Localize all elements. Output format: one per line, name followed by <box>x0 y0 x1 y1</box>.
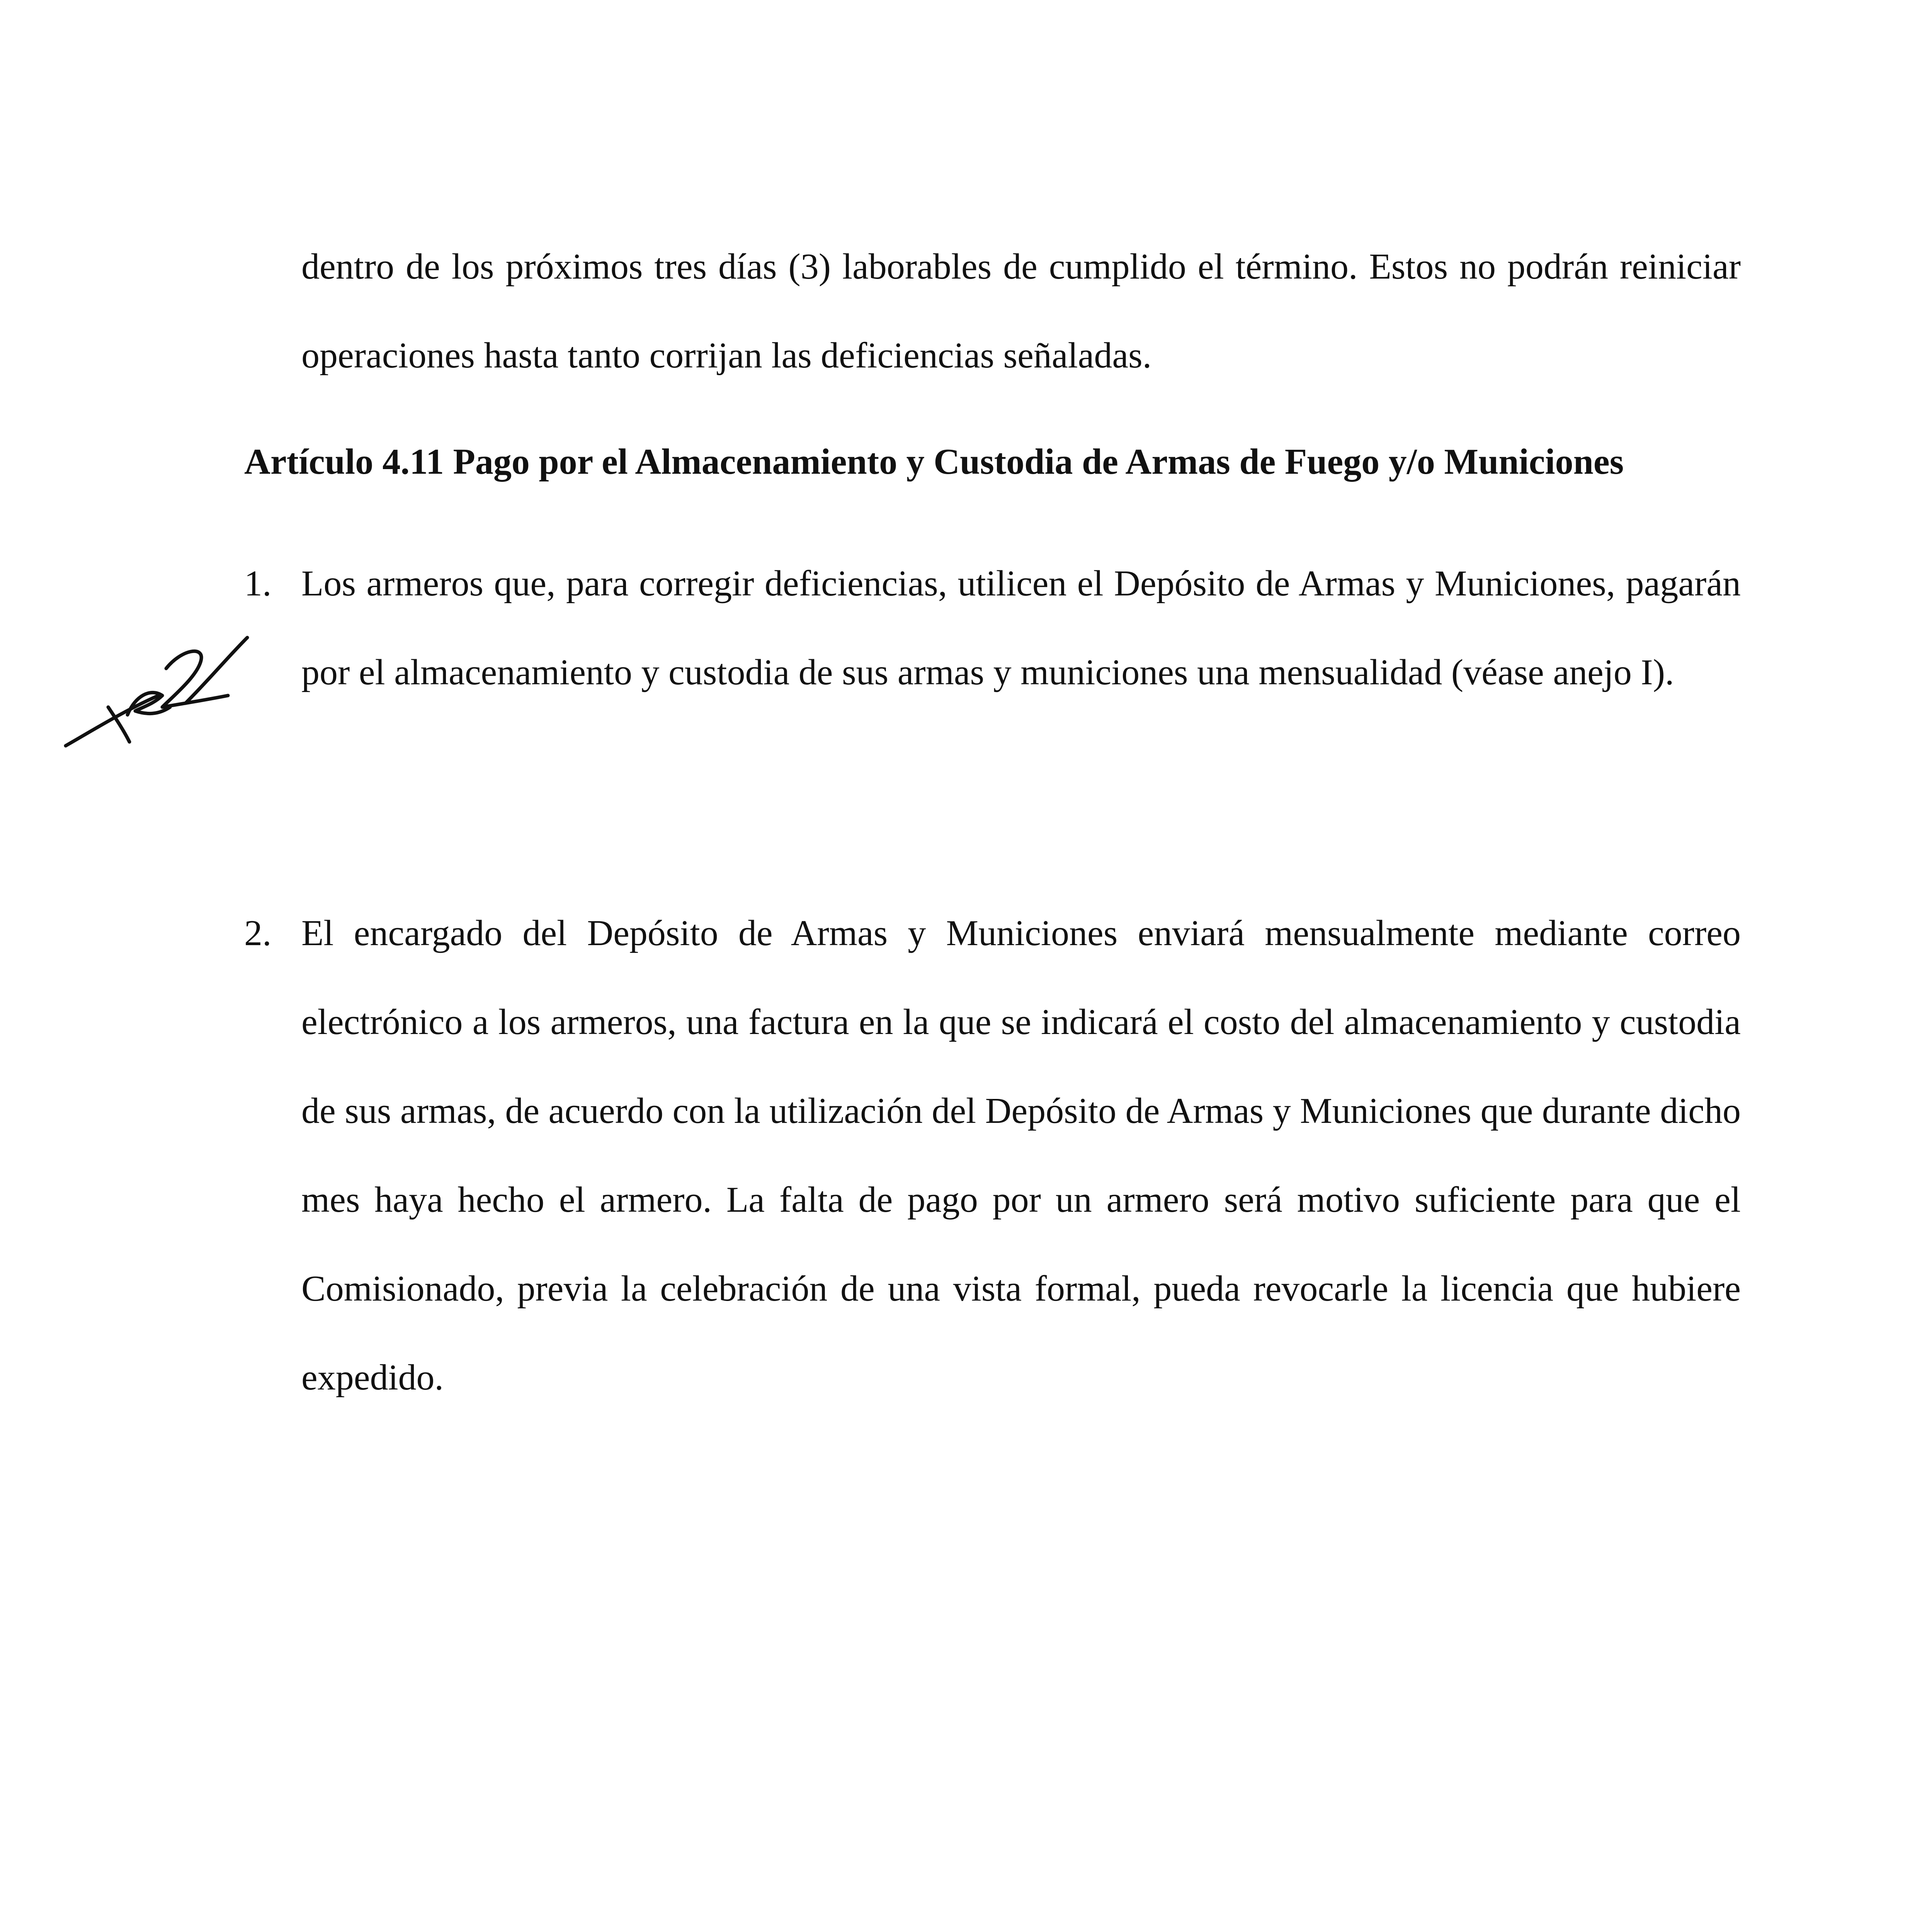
list-item-text: Los armeros que, para corregir deficiencias, utilicen el Depósito de Armas y Municiones, pagarán por el almacenamiento y custodia de sus armas y municiones una mensualidad (véase anejo I). <box>301 563 1741 692</box>
handwritten-initials-icon <box>58 618 251 765</box>
article-heading: Artículo 4.11 Pago por el Almacenamiento y Custodia de Armas de Fuego y/o Municiones <box>244 442 1624 482</box>
continuation-paragraph: dentro de los próximos tres días (3) laborables de cumplido el término. Estos no podrán reiniciar operaciones hasta tanto corrijan las deficiencias señaladas. <box>301 247 1741 376</box>
list-item-number: 1. <box>244 563 272 604</box>
list-item-text: El encargado del Depósito de Armas y Municiones enviará mensualmente mediante correo electrónico a los armeros, una factura en la que se indicará el costo del almacenamiento y custodia de sus armas, de acuerdo con la utilización del Depósito de Armas y Municiones que durante dicho mes haya hecho el armero. La falta de pago por un armero será motivo suficiente para que el Comisionado, previa la celebración de una vista formal, pueda revocarle la licencia que hubiere expedido. <box>301 913 1741 1398</box>
list-item-number: 2. <box>244 913 272 953</box>
